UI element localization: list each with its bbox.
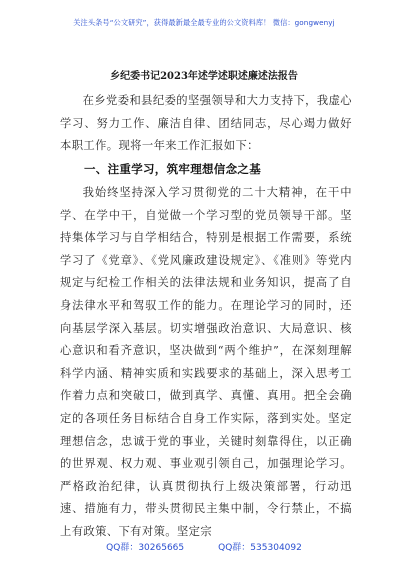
body-paragraph: 我始终坚持深入学习贯彻党的二十大精神，在干中学、在学中干，自觉做一个学习型的党员领导干部。坚持集体学习与自学相结合，特别是根据工作需要，系统学习了《党章》、《党风廉政建设规定》、《准则》等党内规定与纪检工作相关的法律法规和业务知识，提高了自身法律水平和驾驭工作的能力。在理论学习的同时，还向基层学深入基层。切实增强政治意识、大局意识、核心意识和看齐意识，坚决做到“两个维护”，在深刻理解科学内涵、精神实质和实践要求的基础上，深入思考工作着力点和突破口，做到真学、真懂、真用。把全会确定的各项任务目标结合自身工作实际，落到实处。坚定理想信念，忠诚于党的事业，关键时刻靠得住，以正确的世界观、权力观、事业观引领自己，加强理论学习。严格政治纪律，认真贯彻执行上级决策部署，行动迅速、措施有力，带头贯彻民主集中制，令行禁止，不搞上有政策、下有对策。坚定宗 [60, 186, 352, 538]
footer-contacts [0, 540, 408, 553]
footer-qq-group-2: QQ群：535304092 [218, 543, 302, 553]
footer-qq-group-1: QQ群：30265665 [106, 543, 185, 553]
intro-paragraph: 在乡党委和县纪委的坚强领导和大力支持下，我虚心学习、努力工作、廉洁自律、团结同志，尽心竭力做好本职工作。现将一年来工作汇报如下： [60, 94, 352, 153]
section-heading: 一、注重学习，筑牢理想信念之基 [84, 162, 261, 176]
header-promo-text: 关注头条号“公文研究”，获得最新最全最专业的公文资料库！ 微信：gongwenyj [73, 18, 335, 27]
document-title: 乡纪委书记2023年述学述职述廉述法报告 [110, 71, 298, 82]
